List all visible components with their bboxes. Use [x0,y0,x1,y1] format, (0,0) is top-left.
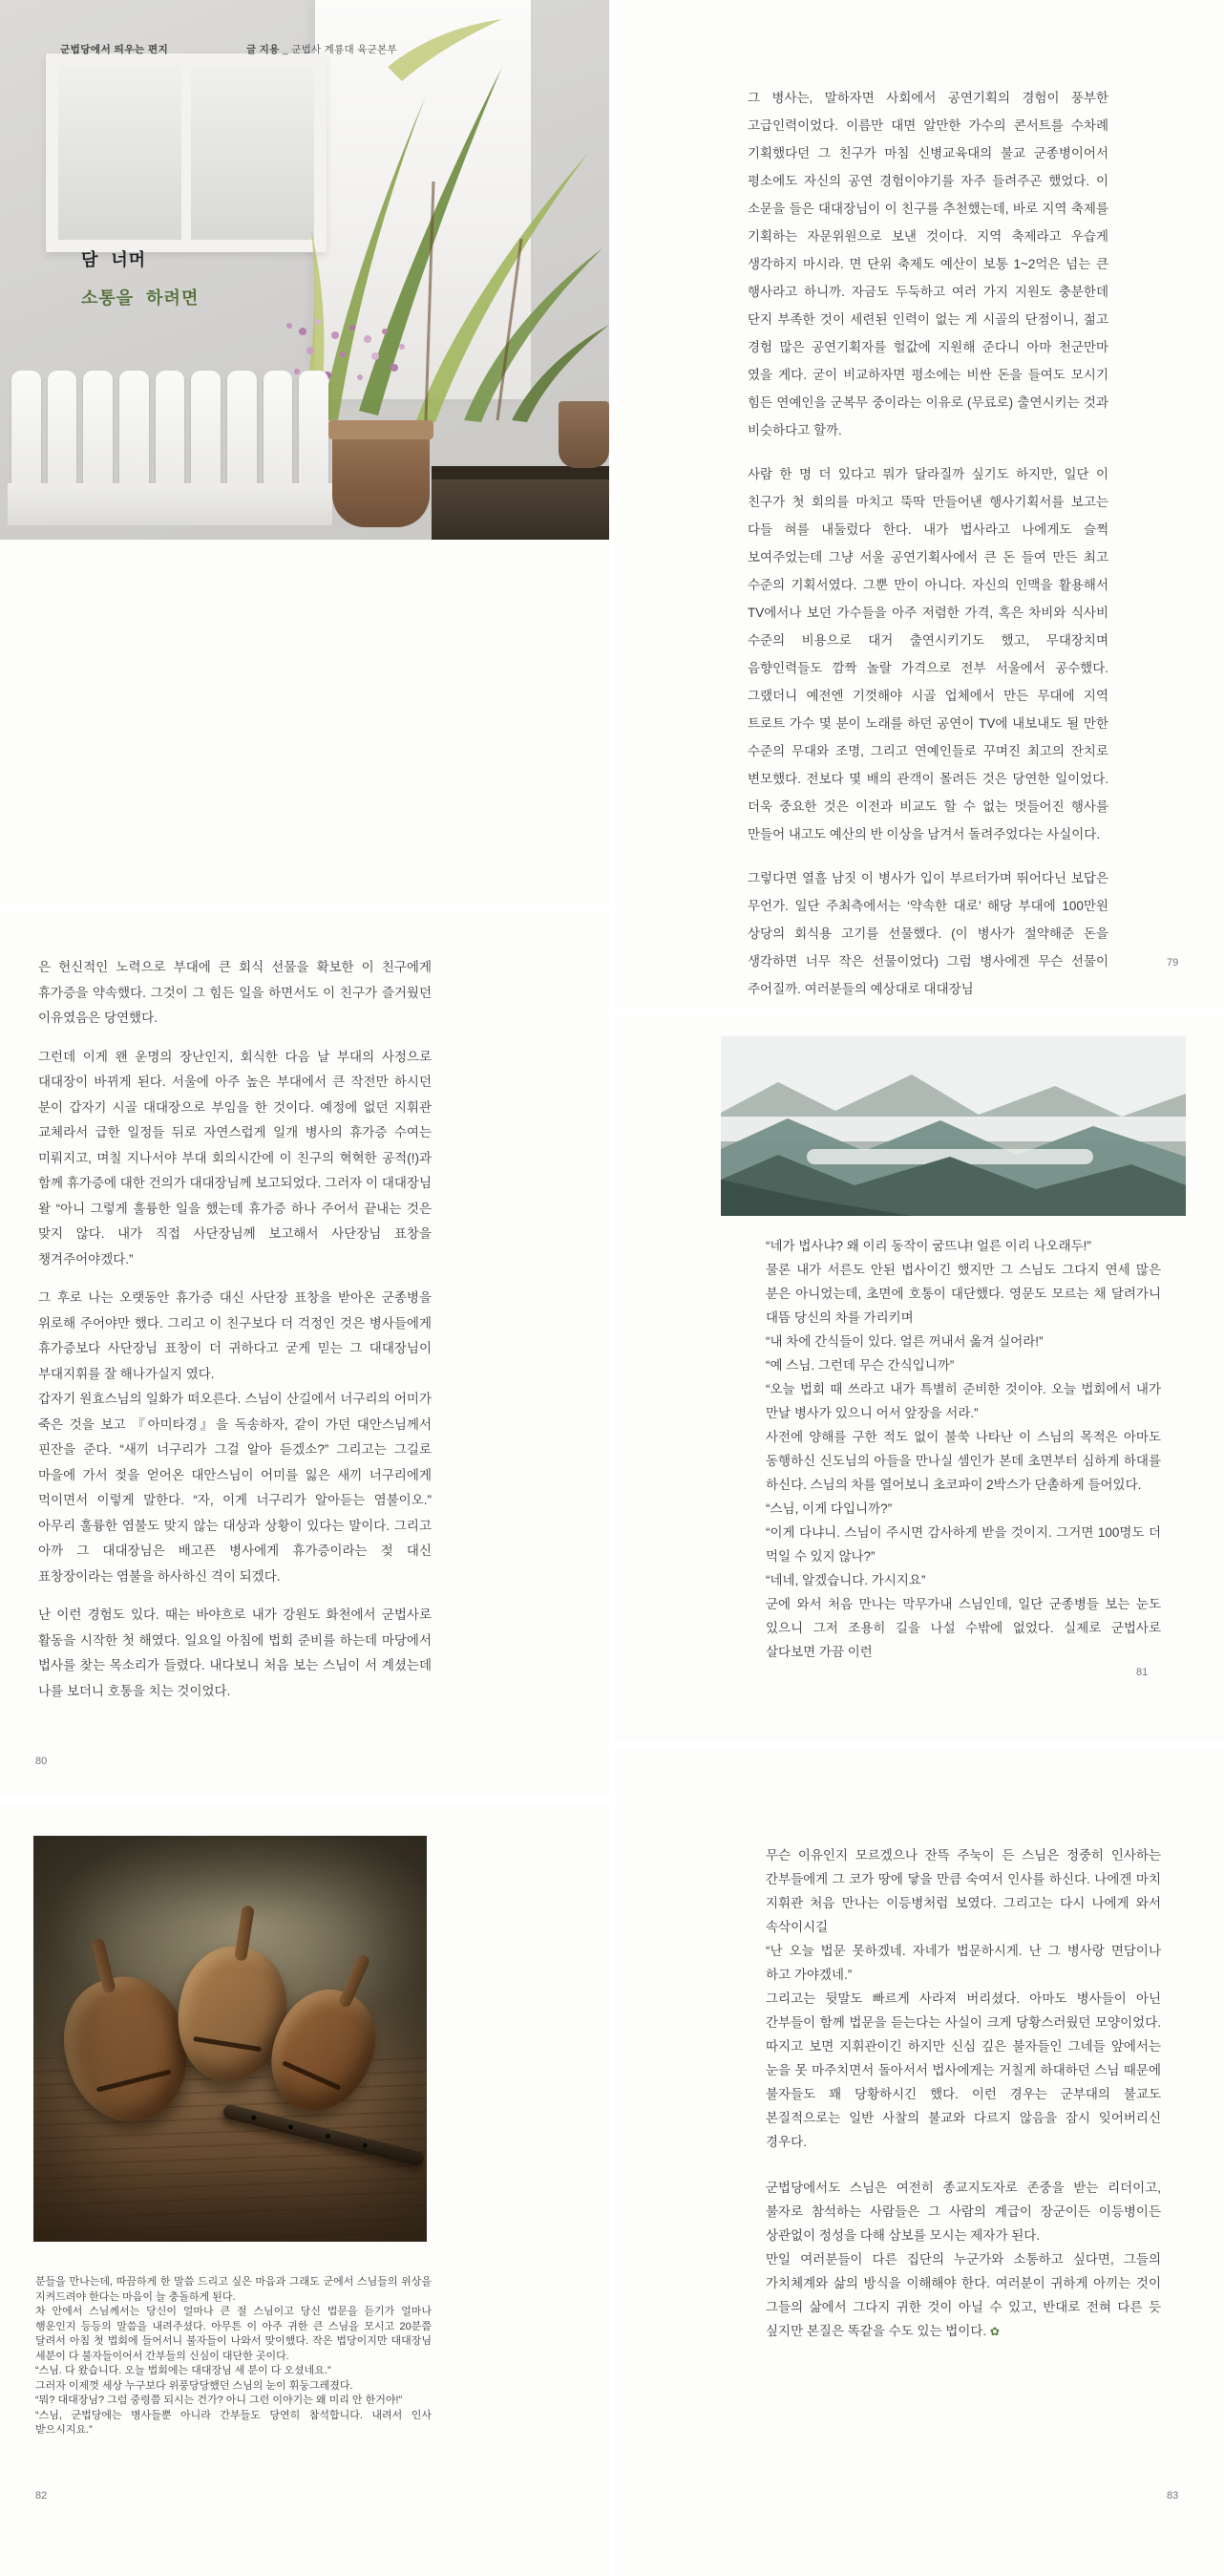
paragraph: “네가 법사냐? 왜 이리 동작이 굼뜨냐! 얼른 이리 나오래두!” [766,1239,1091,1253]
white-fence-radiator [11,371,328,487]
paragraph: “스님, 이게 다입니까?” [766,1501,893,1516]
paragraph: 군법당에서도 스님은 여전히 종교지도자로 존중을 받는 리더이고, 불자로 참석하는 사람들은 그 사람의 계급이 장군이든 이등병이든 상관없이 정성을 다해 삼보를 모시는 제자가 된다. [766,2181,1161,2243]
paragraph: 갑자기 원효스님의 일화가 떠오른다. 스님이 산길에서 너구리의 어미가 죽은 것을 보고 『아미타경』을 독송하자, 같이 가던 대안스님께서 핀잔을 준다. “새끼 너구리가 그걸 알아 듣겠소?” 그리고는 그길로 마을에 가서 젖을 얻어온 대안스님이 어미를 잃은 새끼 너구리에게 먹이면서 이렇게 말한다. “자, 이게 너구리가 알아듣는 염불이오.” 아무리 훌륭한 염불도 맞지 않는 대상과 상황이 있다는 말이다. 그리고 아까 그 대대장님은 배고픈 병사에게 휴가증이라는 젖 대신 표창장이라는 염불을 하사하신 격이 되겠다. [38,1392,432,1584]
page-number: 79 [1167,957,1179,969]
paragraph: 분들을 만나는데, 따끔하게 한 말씀 드리고 싶은 마음과 그래도 군에서 스님들의 위상을 지켜드려야 한다는 마음이 늘 충돌하게 된다. [35,2276,432,2303]
plant-leaves [283,10,609,430]
paragraph: “네네, 알겠습니다. 가시지요” [766,1573,926,1587]
planter-box [432,466,609,540]
page-number: 82 [35,2490,48,2501]
paragraph: 그 후로 나는 오랫동안 휴가증 대신 사단장 표창을 받아온 군종병을 위로해 주어야만 했다. 그리고 이 친구보다 더 걱정인 것은 병사들에게 휴가증보다 사단장님 표창이 더 귀하다고 굳게 믿는 그 대대장님이 부대지휘를 잘 해나가실지 였다. [38,1290,432,1381]
article-title-line1: 담 너머 [81,250,147,269]
paragraph: 그리고는 뒷말도 빠르게 사라져 버리셨다. 아마도 병사들이 아닌 간부들이 함께 법문을 듣는다는 사실이 크게 당황스러웠던 모양이었다. 따지고 보면 지휘관이긴 하지만 신심 깊은 불자들인 그네들 앞에서는 눈을 못 마주치면서 돌아서서 법사에게는 거칠게 하대하던 스님 때문에 불자들도 꽤 당황하시긴 했다. 이런 경우는 군부대의 불교도 본질적으로는 일반 사찰의 불교와 다르지 않음을 잠시 잊어버리신 경우다. [766,1991,1161,2149]
paragraph: 사전에 양해를 구한 적도 없이 불쑥 나타난 이 스님의 목적은 아마도 동행하신 신도님의 아들을 만나실 셈인가 본데 초면부터 심하게 하대를 하신다. 스님의 차를 열어보니 초코파이 2박스가 단촐하게 들어있다. [766,1430,1161,1492]
paragraph: 무슨 이유인지 모르겠으나 잔뜩 주눅이 든 스님은 정중히 인사하는 간부들에게 그 코가 땅에 닿을 만큼 숙여서 인사를 하신다. 나에겐 마치 지휘관 처음 만나는 이등병처럼 보였다. 그리고는 다시 나에게 와서 속삭이시길 [766,1848,1161,1934]
window-divider [181,66,191,240]
paragraph [766,2247,1161,2344]
page-82-text [35,2275,432,2438]
paragraph: “스님. 다 왔습니다. 오늘 법회에는 대대장님 세 분이 다 오셨네요.” [35,2365,331,2376]
paragraph: 차 안에서 스님께서는 당신이 얼마나 큰 절 스님이고 당신 법문을 듣기가 얼마나 행운인지 등등의 말씀을 내려주셨다. 아무튼 이 아주 귀한 큰 스님을 모시고 20분쯤 달려서 아침 첫 법회에 들어서니 불자들이 나와서 맞이했다. 작은 법당이지만 대대장님 세분이 다 불자들이어서 간부들의 신심이 대단한 곳이다. [35,2306,432,2362]
article-title [81,241,199,317]
photo-vignette [33,1836,427,2242]
page-number: 83 [1167,2490,1179,2501]
small-pot [559,401,609,468]
paragraph: 물론 내가 서른도 안된 법사이긴 했지만 그 스님도 그다지 연세 많은 분은 아니었는데, 초면에 호통이 대단했다. 영문도 모르는 채 달려가니 대뜸 당신의 차를 가리키며 [766,1263,1161,1325]
page-number: 80 [35,1756,48,1767]
page-83 [615,1748,1224,2576]
paragraph: 그런데 이게 왠 운명의 장난인지, 회식한 다음 날 부대의 사정으로 대대장이 바뀌게 된다. 서울에 아주 높은 부대에서 큰 작전만 하시던 분이 갑자기 시골 대대장으로 부임을 한 것이다. 예정에 없던 지휘관 교체라서 급한 일정들 뒤로 자연스럽게 일개 병사의 휴가증 수여는 미뤄지고, 며칠 지나서야 부대 회의시간에 이 친구의 혁혁한 공적(!)과 함께 휴가증에 대한 건의가 대대장님께 보고되었다. 그러자 이 대대장님 왈 “아니 그렇게 훌륭한 일을 했는데 휴가증 하나 주어서 끝내는 것은 맞지 않다. 내가 직접 사단장님께 보고해서 사단장님 표창을 챙겨주어야겠다.” [38,1049,432,1267]
byline-affiliation: 군법사 계룡대 육군본부 [291,44,397,55]
paragraph: 사람 한 명 더 있다고 뭐가 달라질까 싶기도 하지만, 일단 이 친구가 첫 회의를 마치고 뚝딱 만들어낸 행사기획서를 보고는 다들 혀를 내둘렀다 한다. 내가 법사라고 나에게도 슬쩍 보여주었는데 그냥 서울 공연기획사에서 큰 돈 들여 만든 최고 수준의 기획서였다. 그뿐 만이 아니다. 자신의 인맥을 활용해서 TV에서나 보던 가수들을 아주 저렴한 가격, 혹은 차비와 식사비 수준의 비용으로 대거 출연시키기도 했고, 무대장치며 음향인력들도 깜짝 놀랄 가격으로 전부 서울에서 공수했다. 그랬더니 예전엔 기껏해야 시골 업체에서 만든 무대에 지역 트로트 가수 몇 분이 노래를 하던 공연이 TV에 내보내도 될 만한 수준의 무대와 조명, 그리고 연예인들로 꾸며진 최고의 잔치로 변모했다. 전보다 몇 배의 관객이 몰려든 것은 당연한 일이었다. 더욱 중요한 것은 이전과 비교도 할 수 없는 멋들어진 행사를 만들어 내고도 예산의 반 이상을 남겨서 돌려주었다는 사실이다. [748,467,1108,841]
byline-separator: _ [282,44,288,55]
paragraph: “내 차에 간식들이 있다. 얼른 꺼내서 옮겨 실어라!” [766,1334,1044,1349]
pot-rim [328,420,433,439]
article-end-mark-icon: ✿ [989,2325,1000,2338]
page-79-text [748,84,1108,1008]
paragraph: 군에 와서 처음 만나는 막무가내 스님인데, 일단 군종병들 보는 눈도 있으니 그저 조용히 길을 나설 수밖에 없었다. 실제로 군법사로 살다보면 가끔 이런 [766,1597,1161,1659]
paragraph: “스님, 군법당에는 병사들뿐 아니라 간부들도 당연히 참석합니다. 내려서 인사 받으시지요.” [35,2409,432,2436]
paragraph: 은 헌신적인 노력으로 부대에 큰 회식 선물을 확보한 이 친구에게 휴가증을 약속했다. 그것이 그 힘든 일을 하면서도 이 친구가 즐거웠던 이유였음은 당연했다. [38,960,432,1025]
paragraph: “이게 다냐니. 스님이 주시면 감사하게 받을 것이지. 그거면 100명도 더 먹일 수 있지 않나?” [766,1525,1161,1564]
paragraph: “난 오늘 법문 못하겠네. 자네가 법문하시게. 난 그 병사랑 면담이나 하고 가야겠네.” [766,1944,1161,1982]
page-80-text [38,955,432,1704]
page-81-text [766,1234,1161,1664]
page-cover [0,0,609,903]
paragraph: 그 병사는, 말하자면 사회에서 공연기획의 경험이 풍부한 고급인력이었다. 이름만 대면 알만한 가수의 콘서트를 수차례 기획했다던 그 친구가 마침 신병교육대의 불교 군종병이어서 평소에도 자신의 공연 경험이야기를 자주 들려주곤 했었다. 이 소문을 들은 대대장님이 이 친구를 추천했는데, 바로 지역 축제를 기획하는 자문위원으로 보낸 것이다. 지역 축제라고 우습게 생각하지 마시라. 면 단위 축제도 예산이 보통 1~2억은 넘는 큰 행사라고 하니까. 자금도 두둑하고 여러 가지 지원도 충분한데 단지 부족한 것이 세련된 인력이 없는 게 시골의 단점이니, 젊고 경험 많은 공연기획자를 헐값에 지원해 준다니 아마 천군만마 였을 게다. 굳이 비교하자면 평소에는 비싼 돈을 들여도 모시기 힘든 연예인을 군복무 중이라는 이유로 (무료로) 출연시키는 것과 비슷하다고 할까. [748,91,1108,437]
paragraph-text: 만일 여러분들이 다른 집단의 누군가와 소통하고 싶다면, 그들의 가치체계와 삶의 방식을 이해해야 한다. 여러분이 귀하게 아끼는 것이 그들의 삶에서 그다지 귀한 것이 아닐 수 있고, 반대로 전혀 다른 듯 싶지만 본질은 똑같을 수도 있는 법이다. [766,2252,1161,2338]
planter-soil [432,466,609,479]
window-pane-left [58,66,181,240]
page-82 [0,1805,609,2576]
paragraph: 그렇다면 열흘 남짓 이 병사가 입이 부르터가며 뛰어다닌 보답은 무언가. 일단 주최측에서는 ‘약속한 대로’ 해당 부대에 100만원 상당의 회식용 고기를 선물했다. (이 병사가 절약해준 돈을 생각하면 너무 작은 선물이었다) 그럼 병사에겐 무슨 선물이 주어질까. 여러분들의 예상대로 대대장님 [748,871,1108,996]
byline [246,42,397,56]
paragraph: “뭐? 대대장님? 그럼 중령쯤 되시는 건가? 아니 그런 이야기는 왜 미리 안 한거야!” [35,2395,403,2406]
page-83-text [766,1843,1161,2344]
paragraph: 그러자 이제껏 세상 누구보다 위풍당당했던 스님의 눈이 휘둥그레졌다. [35,2379,353,2392]
paragraph: “예 스님. 그런데 무슨 간식입니까” [766,1358,955,1373]
page-80 [0,912,609,1796]
pink-flowers [286,323,292,329]
wooden-moktak-photo [33,1836,427,2242]
page-81 [615,1015,1224,1741]
paragraph: “오늘 법회 때 쓰라고 내가 특별히 준비한 것이야. 오늘 법회에서 내가 만날 병사가 있으니 어서 앞장을 서라.” [766,1382,1161,1420]
page-79 [615,0,1224,1008]
fence-base [8,483,332,525]
misty-mountains-photo [721,1036,1186,1216]
page-number: 81 [1136,1667,1149,1678]
paragraph: 난 이런 경험도 있다. 때는 바야흐로 내가 강원도 화천에서 군법사로 활동을 시작한 첫 해였다. 일요일 아침에 법회 준비를 하는데 마당에서 법사를 찾는 목소리가 들렸다. 내다보니 처음 보는 스님이 서 계셨는데 나를 보더니 호통을 치는 것이었다. [38,1607,432,1698]
terracotta-pot [332,420,430,527]
series-title: 군법당에서 띄우는 편지 [60,44,169,55]
byline-author: 글 지용 [246,44,280,55]
article-title-line2: 소통을 하려면 [81,288,200,308]
